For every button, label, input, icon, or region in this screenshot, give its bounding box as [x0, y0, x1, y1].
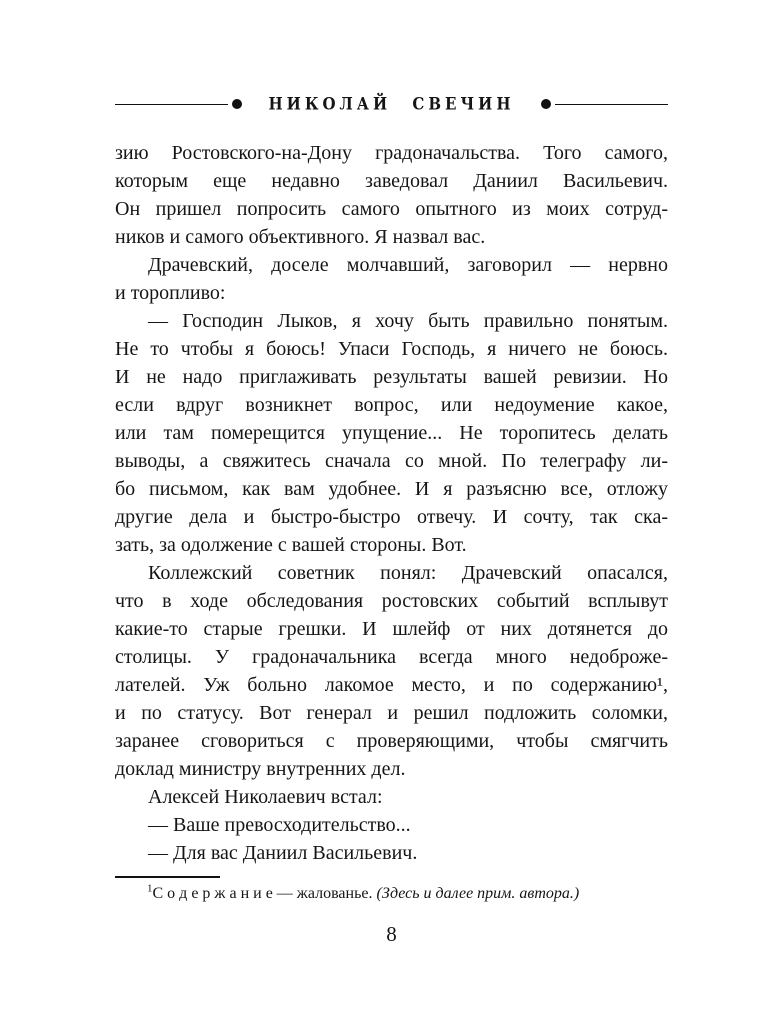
- text-column: [115, 95, 668, 947]
- text-line: которым еще недавно заведовал Даниил Васильевич.: [115, 170, 668, 192]
- text-line: если вдруг возникнет вопрос, или недоумение какое,: [115, 394, 668, 416]
- footnote-term: С о д е р ж а н и е: [152, 885, 273, 902]
- text-line: лателей. Уж больно лакомое место, и по содержанию¹,: [115, 674, 668, 696]
- text-line: или там померещится упущение... Не торопитесь делать: [115, 422, 668, 444]
- text-line: ников и самого объективного. Я назвал вас.: [115, 226, 486, 248]
- footnote: [115, 883, 668, 905]
- text-line: другие дела и быстро-быстро отвечу. И сочту, так ска-: [115, 506, 668, 528]
- footnote-rule: [115, 876, 220, 878]
- text-line: — Ваше превосходительство...: [148, 814, 411, 836]
- header-bullet-right-icon: [541, 99, 551, 109]
- text-line: Коллежский советник понял: Драчевский опасался,: [148, 562, 668, 584]
- text-line: заранее сговориться с проверяющими, чтобы смягчить: [115, 730, 668, 752]
- text-line: выводы, а свяжитесь сначала со мной. По телеграфу ли-: [115, 450, 668, 472]
- text-line: Алексей Николаевич встал:: [148, 786, 383, 808]
- text-line: И не надо приглаживать результаты вашей ревизии. Но: [115, 366, 668, 388]
- page-number: 8: [386, 922, 397, 946]
- text-line: Он пришел попросить самого опытного из моих сотруд-: [115, 198, 668, 220]
- text-line: какие-то старые грешки. И шлейф от них дотянется до: [115, 618, 668, 640]
- footnote-note-italic: (Здесь и далее прим. автора.): [376, 885, 580, 902]
- running-header-author: НИКОЛАЙ СВЕЧИН: [268, 93, 515, 115]
- text-line: зать, за одолжение с вашей стороны. Вот.: [115, 534, 467, 556]
- text-line: и по статусу. Вот генерал и решил подложить соломки,: [115, 702, 668, 724]
- body-text: [115, 139, 668, 867]
- text-line: Не то чтобы я боюсь! Упаси Господь, я ничего не боюсь.: [115, 338, 668, 360]
- text-line: Драчевский, доселе молчавший, заговорил — нервно: [148, 254, 668, 276]
- footnote-marker: 1: [147, 882, 153, 895]
- text-line: что в ходе обследования ростовских событий всплывут: [115, 590, 668, 612]
- footnote-text: — жалованье.: [272, 885, 377, 902]
- text-line: — Для вас Даниил Васильевич.: [148, 842, 418, 864]
- header-rule-left: [115, 104, 228, 105]
- text-line: бо письмом, как вам удобнее. И я разъясню все, отложу: [115, 478, 668, 500]
- text-line: доклад министру внутренних дел.: [115, 758, 406, 780]
- header-bullet-left-icon: [232, 99, 242, 109]
- text-line: зию Ростовского-на-Дону градоначальства. Того самого,: [115, 142, 668, 164]
- text-line: и торопливо:: [115, 282, 226, 304]
- running-header: [115, 95, 668, 113]
- header-rule-right: [555, 104, 668, 105]
- text-line: столицы. У градоначальника всегда много недоброже-: [115, 646, 668, 668]
- text-line: — Господин Лыков, я хочу быть правильно понятым.: [148, 310, 668, 332]
